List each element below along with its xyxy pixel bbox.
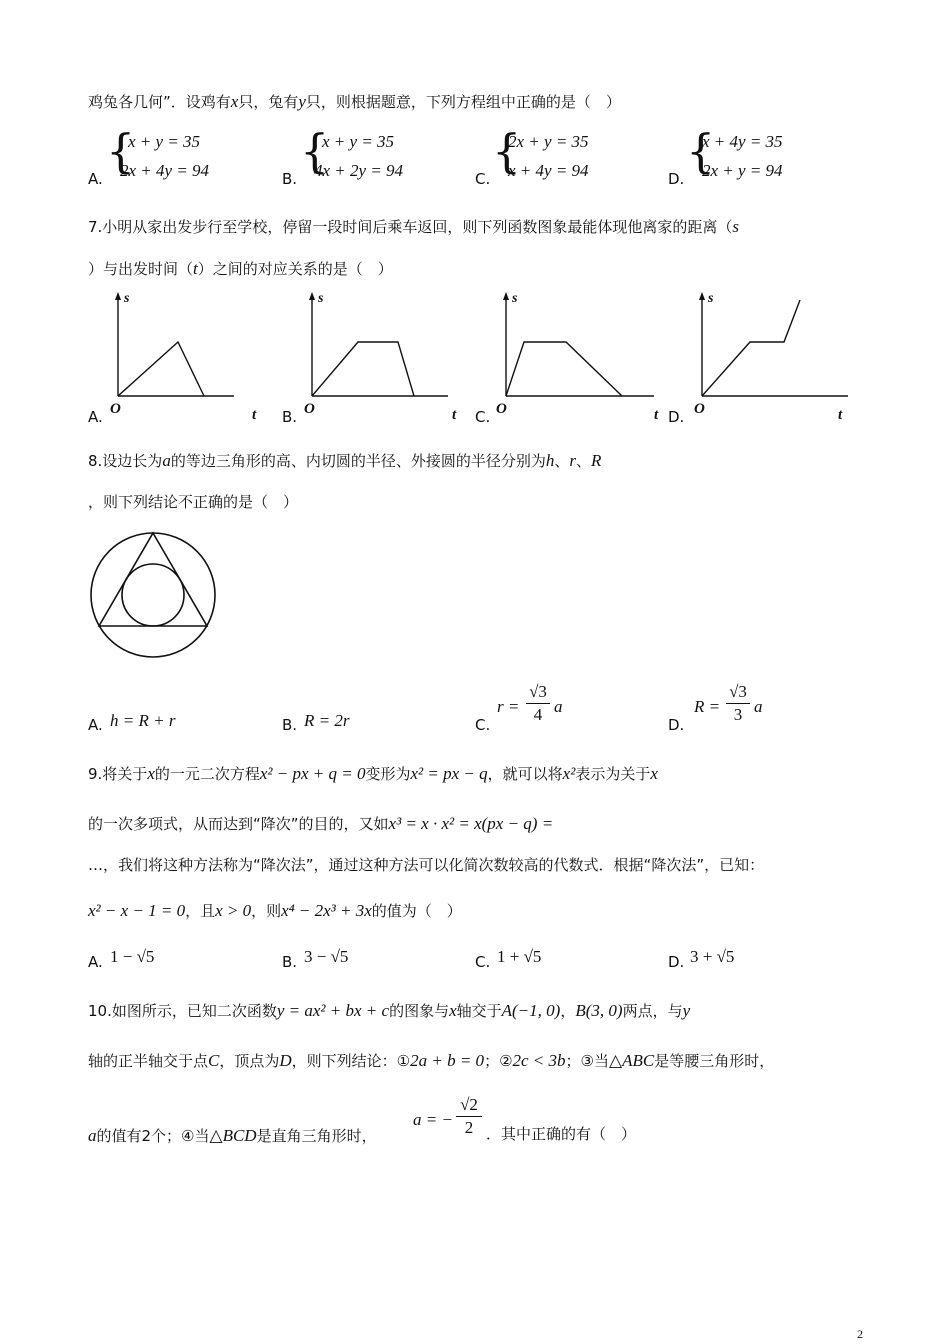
graph-a — [106, 290, 236, 410]
graph-d — [690, 290, 850, 410]
q10-stem-line2: 轴的正半轴交于点C，顶点为D，则下列结论：①2a + b = 0；②2c < 3b；③当△ABC是等腰三角形时， — [88, 1051, 775, 1070]
page-number: 2 — [857, 1327, 863, 1341]
graph-c — [494, 290, 644, 410]
q8-stem-line2: ，则下列结论不正确的是（ ） — [88, 493, 299, 511]
q10-stem-line1: 10.如图所示，已知二次函数y = ax² + bx + c的图象与x轴交于A(−1, 0)，B(3, 0)两点，与y — [88, 1001, 691, 1020]
graph-b — [300, 290, 450, 410]
q9-stem-line4: x² − x − 1 = 0，且x > 0，则x⁴ − 2x³ + 3x的值为（ ） — [88, 901, 462, 920]
brace-icon: { — [300, 124, 330, 178]
fraction: √3 4 — [526, 682, 550, 725]
q7-stem-line2: ）与出发时间（t）之间的对应关系的是（ ） — [88, 259, 393, 278]
fraction: √3 3 — [726, 682, 750, 725]
brace-icon: { — [106, 124, 136, 178]
q9-stem-line2: 的一次多项式，从而达到“降次”的目的，又如x³ = x · x² = x(px − q) = — [88, 814, 554, 833]
q6-stem: 鸡兔各几何”．设鸡有x只，兔有y只，则根据题意，下列方程组中正确的是（ ） — [88, 92, 621, 111]
brace-icon: { — [492, 124, 522, 178]
distance-curve — [506, 342, 622, 396]
triangle-circles-figure — [88, 530, 218, 660]
q8-stem-line1: 8.设边长为a的等边三角形的高、内切圆的半径、外接圆的半径分别为h、r、R — [88, 451, 602, 470]
distance-curve — [312, 342, 414, 396]
q7-stem-line1: 7.小明从家出发步行至学校，停留一段时间后乘车返回，则下列函数图象最能体现他离家的距离（s — [88, 217, 739, 236]
fraction: √2 2 — [456, 1095, 482, 1138]
q9-stem-line1: 9.将关于x的一元二次方程x² − px + q = 0变形为x² = px − q，就可以将x²表示为关于x — [88, 764, 658, 783]
q9-stem-line3: …，我们将这种方法称为“降次法”，通过这种方法可以化简次数较高的代数式．根据“降次法”，已知： — [88, 856, 765, 874]
distance-curve — [702, 300, 800, 396]
brace-icon: { — [686, 124, 716, 178]
distance-curve — [118, 342, 204, 396]
